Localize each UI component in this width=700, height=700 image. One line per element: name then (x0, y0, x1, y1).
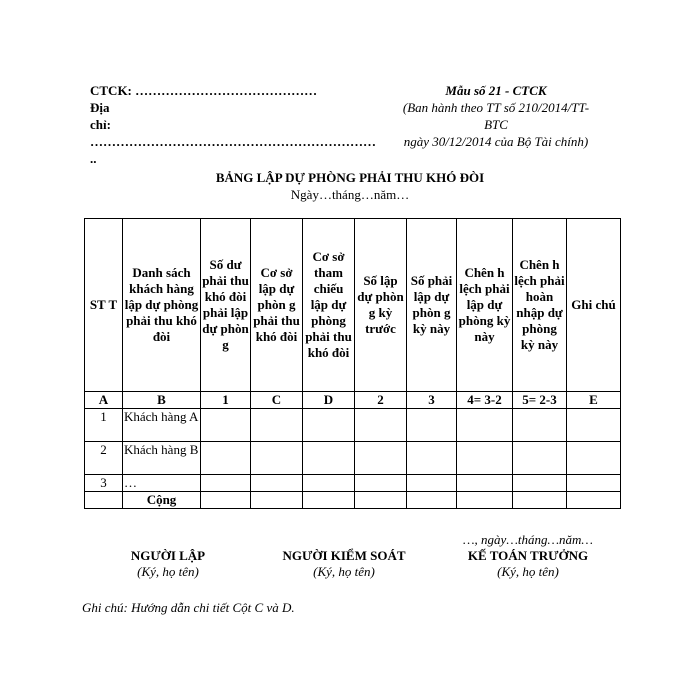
col-header-previous: Số lập dự phòn g kỳ trước (355, 219, 407, 392)
address-line-2: chỉ: ………………………………………………………… (90, 117, 376, 149)
preparer-title: NGƯỜI LẬP (130, 548, 206, 563)
row-stt: 1 (85, 409, 123, 442)
code-cell: E (567, 392, 621, 409)
controller-title: NGƯỜI KIỂM SOÁT (282, 548, 406, 563)
table-row (85, 475, 621, 492)
chief-accountant-hint: (Ký, họ tên) (497, 564, 559, 579)
provision-table (84, 218, 621, 509)
col-header-note: Ghi chú (567, 219, 621, 392)
address-line-3: .. (90, 151, 97, 166)
col-header-diff-provision: Chên h lệch phải lập dự phòng kỳ này (457, 219, 513, 392)
code-cell: 4= 3-2 (457, 392, 513, 409)
address-line-1: Địa (90, 100, 110, 115)
code-cell: 2 (355, 392, 407, 409)
row-stt: 3 (85, 475, 123, 492)
ctck-line: CTCK: …………………………………… (90, 83, 318, 98)
col-header-customers: Danh sách khách hàng lập dự phòng phải thu khó đòi (123, 219, 201, 392)
total-row (85, 492, 621, 509)
footnote: Ghi chú: Hướng dẫn chi tiết Cột C và D. (82, 600, 295, 615)
col-header-current: Số phải lập dự phòn g kỳ này (407, 219, 457, 392)
row-stt: 2 (85, 442, 123, 475)
chief-accountant-title: KẾ TOÁN TRƯỞNG (467, 548, 589, 563)
code-cell: A (85, 392, 123, 409)
header-row (85, 219, 621, 392)
issued-line-3: ngày 30/12/2014 của Bộ Tài chính) (403, 134, 589, 149)
code-cell: C (251, 392, 303, 409)
form-info (380, 82, 612, 150)
code-cell: 5= 2-3 (513, 392, 567, 409)
col-header-stt: ST T (85, 219, 123, 392)
code-cell: 3 (407, 392, 457, 409)
col-header-reference: Cơ sở tham chiếu lập dự phòng phải thu khó đòi (303, 219, 355, 392)
preparer-hint: (Ký, họ tên) (137, 564, 199, 579)
total-label: Cộng (123, 492, 201, 509)
date-line: Ngày…tháng…năm… (290, 187, 410, 202)
issued-line-2: BTC (484, 117, 508, 132)
document-title: BẢNG LẬP DỰ PHÒNG PHẢI THU KHÓ ĐÒI (215, 170, 485, 185)
code-cell: D (303, 392, 355, 409)
table-row (85, 409, 621, 442)
signature-preparer (108, 548, 228, 580)
company-info (90, 82, 380, 167)
row-customer: Khách hàng A (123, 409, 201, 442)
code-cell: B (123, 392, 201, 409)
signature-date: …, ngày…tháng…năm… (462, 532, 593, 547)
issued-line-1: (Ban hành theo TT số 210/2014/TT- (402, 100, 590, 115)
col-header-diff-reversal: Chên h lệch phải hoàn nhập dự phòng kỳ này (513, 219, 567, 392)
col-header-balance: Số dư phải thu khó đòi phải lập dự phòn g (201, 219, 251, 392)
signature-controller (262, 548, 426, 580)
code-cell: 1 (201, 392, 251, 409)
row-customer: … (123, 475, 201, 492)
row-customer: Khách hàng B (123, 442, 201, 475)
code-row (85, 392, 621, 409)
controller-hint: (Ký, họ tên) (313, 564, 375, 579)
signature-chief-accountant (448, 548, 608, 580)
col-header-basis: Cơ sở lập dự phòn g phải thu khó đòi (251, 219, 303, 392)
form-number: Mẫu số 21 - CTCK (445, 83, 547, 98)
table-row (85, 442, 621, 475)
